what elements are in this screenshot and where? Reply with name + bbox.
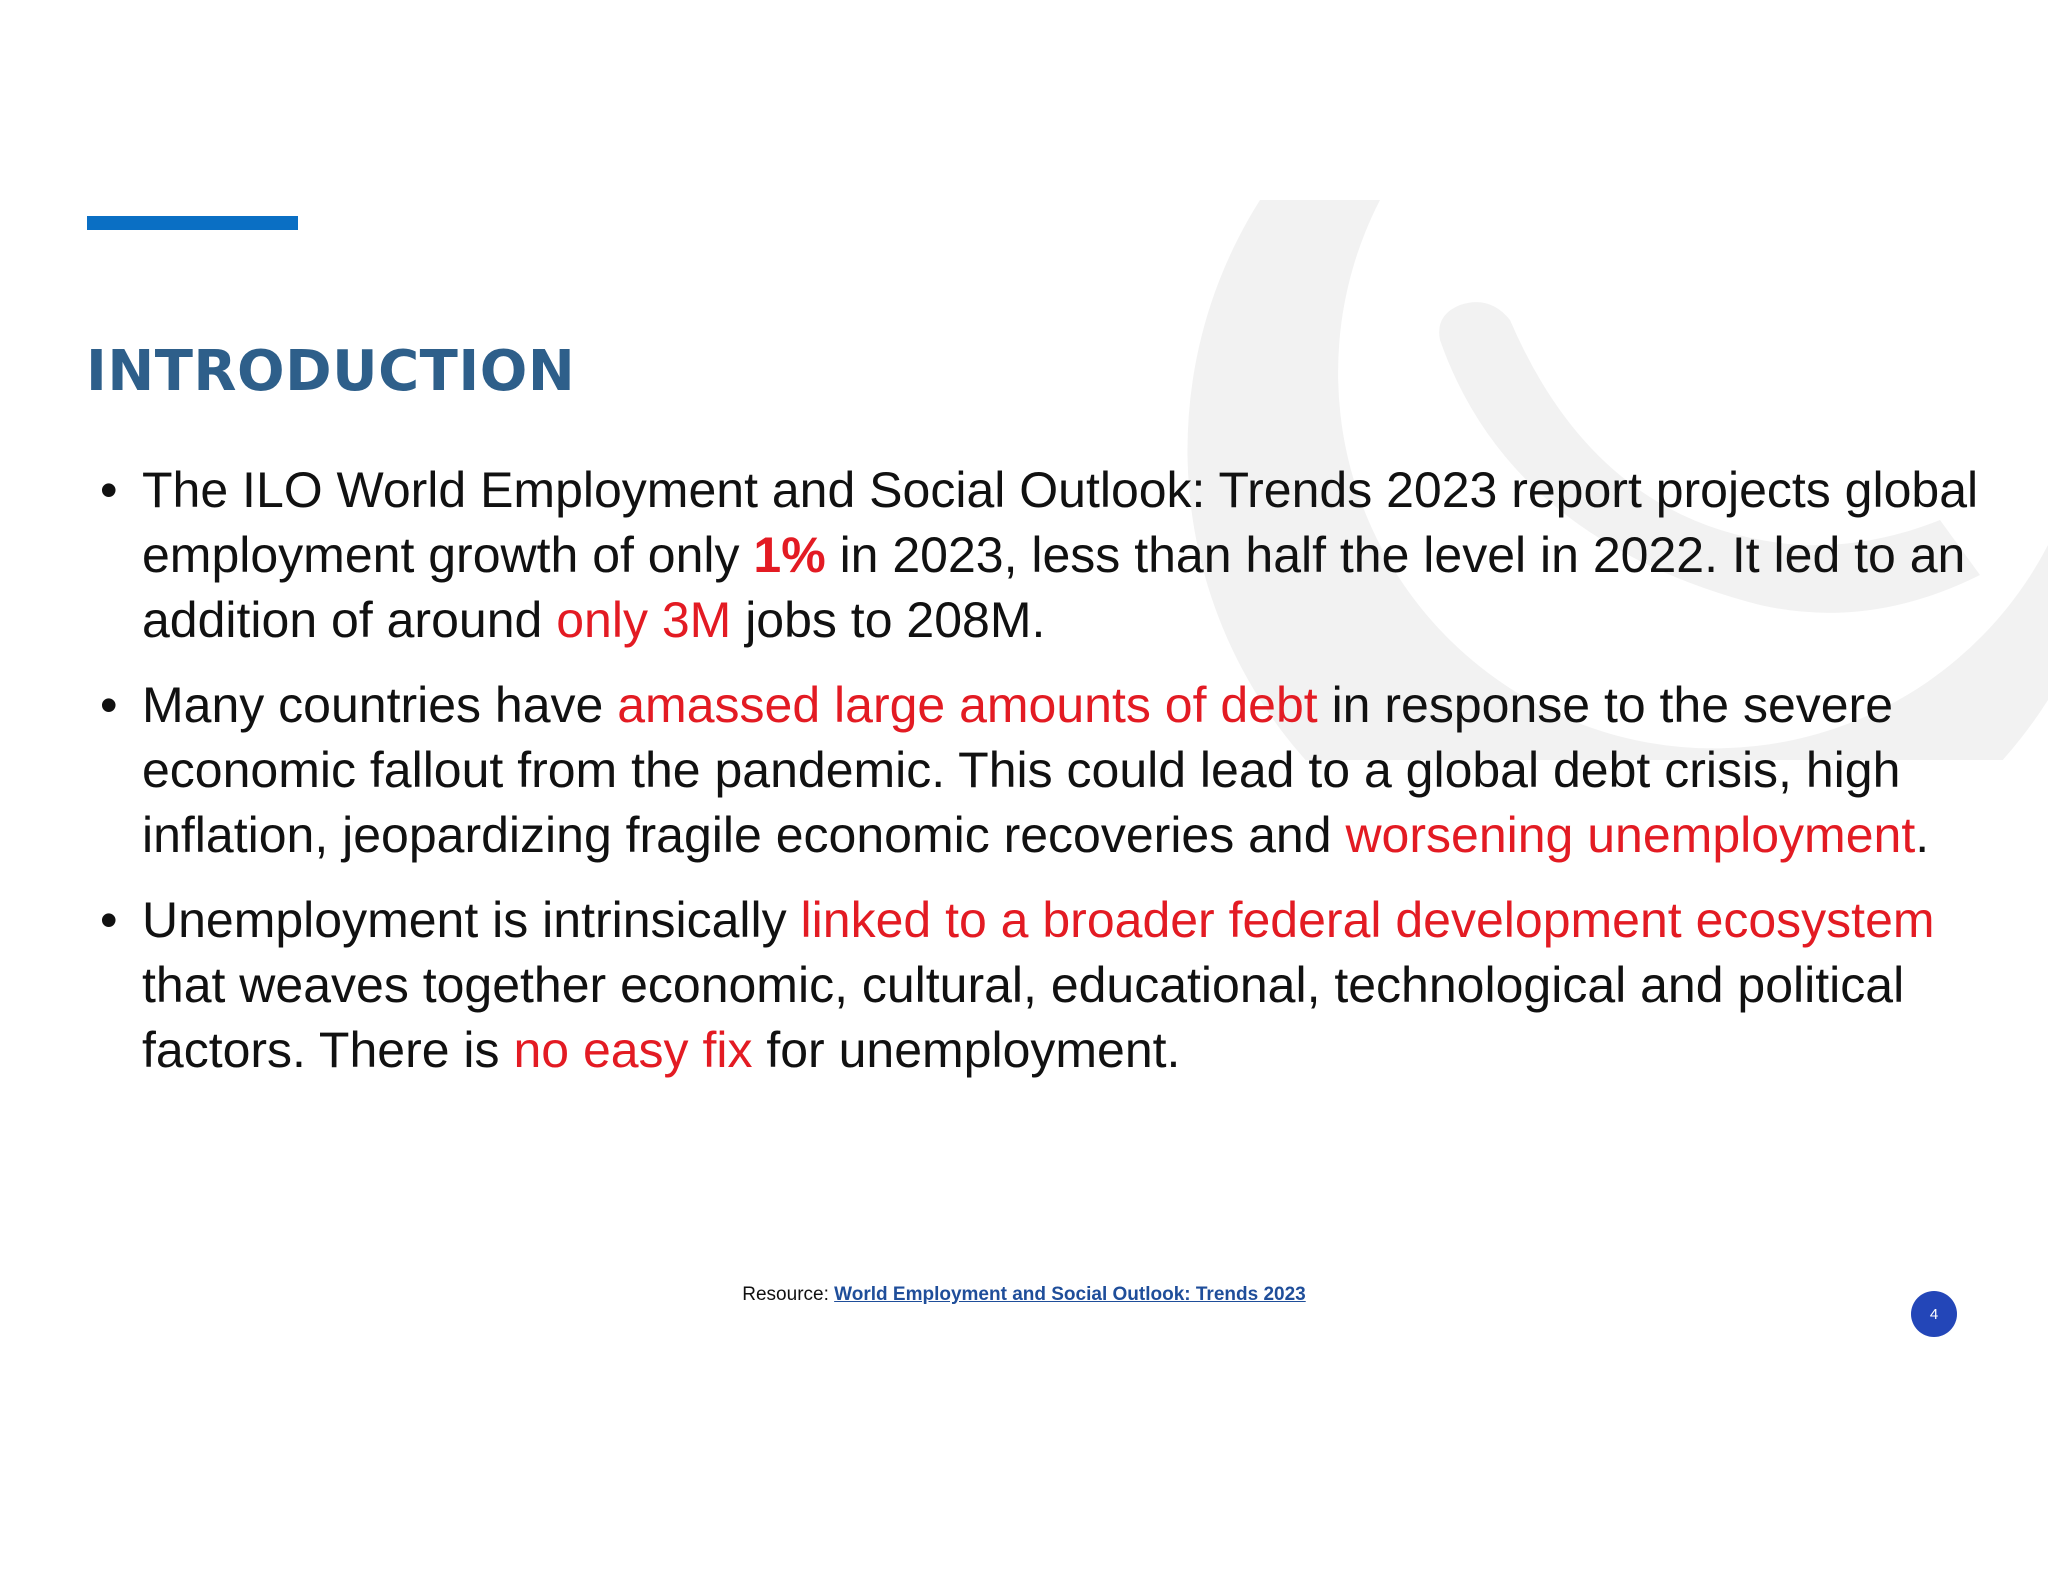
- title-accent-bar: [87, 216, 298, 230]
- resource-line: [0, 1284, 2048, 1306]
- resource-link[interactable]: World Employment and Social Outlook: Trends 2023: [834, 1284, 1306, 1305]
- highlight-text: linked to a broader federal development ecosystem: [800, 892, 1935, 948]
- bullet-item: [100, 458, 1980, 653]
- bullet-dot: •: [100, 892, 118, 948]
- bullet-text: The ILO World Employment and Social Outlook: Trends 2023 report projects global employment growth of only: [142, 462, 1979, 583]
- highlight-text: only 3M: [556, 592, 732, 648]
- resource-label: Resource:: [742, 1284, 835, 1305]
- highlight-text: no easy fix: [513, 1022, 753, 1078]
- bullet-dot: •: [100, 677, 118, 733]
- highlight-text: worsening unemployment: [1345, 807, 1916, 863]
- bullet-text: for unemployment.: [752, 1022, 1181, 1078]
- bullet-text: in response to the severe economic fallout from the pandemic. This could lead to a global debt crisis, high inflation, jeopardizing fragile economic recoveries and: [142, 677, 1901, 863]
- bullet-text: in 2023, less than half the level in 2022. It led to an addition of around: [142, 527, 1966, 648]
- bullet-item: [100, 673, 1980, 868]
- bullet-text: Many countries have: [142, 677, 618, 733]
- bullet-text: Unemployment is intrinsically: [142, 892, 801, 948]
- page-number-badge: 4: [1911, 1291, 1957, 1337]
- bullet-list: [100, 458, 1980, 1103]
- bullet-text: .: [1915, 807, 1930, 863]
- highlight-text: amassed large amounts of debt: [617, 677, 1318, 733]
- highlight-text: 1%: [753, 527, 826, 583]
- bullet-item: [100, 888, 1980, 1083]
- bullet-text: that weaves together economic, cultural, educational, technological and political factors. There is: [142, 957, 1905, 1078]
- bullet-dot: •: [100, 462, 118, 518]
- slide-title: INTRODUCTION: [86, 339, 576, 404]
- bullet-text: jobs to 208M.: [731, 592, 1046, 648]
